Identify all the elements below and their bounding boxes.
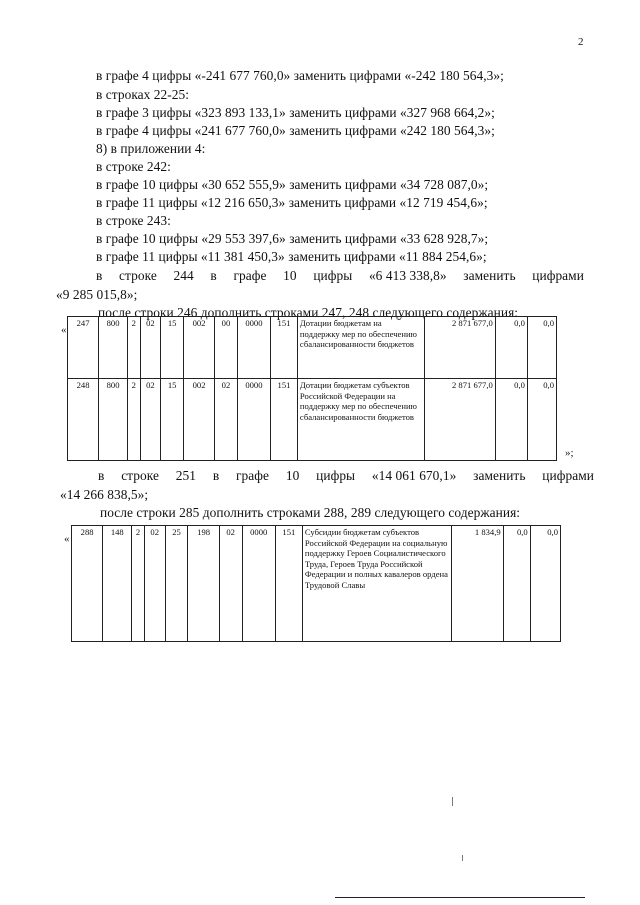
table-intro: после строки 246 дополнить строками 247, 248 следующего содержания:: [98, 305, 519, 320]
scan-speck: [452, 797, 453, 806]
text-line: в строке 242:: [96, 159, 171, 174]
text-line: 8) в приложении 4:: [96, 141, 206, 156]
table-row: 288 148 2 02 25 198 02 0000 151 Субсидии бюджетам субъектов Российской Федерации на социальную поддержку Героев Социалистического Труда, Героев Труда Российской Федерации и полных кавалеров ордена Трудовой Славы 1 834,9 0,0 0,0: [72, 526, 561, 642]
text-line: в строках 22-25:: [96, 87, 190, 102]
data-table-1: [67, 316, 557, 461]
text-line: в графе 11 цифры «12 216 650,3» заменить цифрами «12 719 454,6»;: [96, 195, 488, 210]
justified-line: в строке 251 в графе 10 цифры «14 061 670,1» заменить цифрами: [98, 468, 594, 483]
justified-line: в строке 244 в графе 10 цифры «6 413 338,8» заменить цифрами: [96, 268, 584, 283]
open-quote: «: [64, 533, 70, 545]
text-line: в графе 11 цифры «11 381 450,3» заменить цифрами «11 884 254,6»;: [96, 249, 487, 264]
table-intro: после строки 285 дополнить строками 288, 289 следующего содержания:: [100, 505, 521, 520]
text-line: в графе 10 цифры «30 652 555,9» заменить цифрами «34 728 087,0»;: [96, 177, 489, 192]
footer-rule: [335, 897, 585, 898]
close-quote: »;: [565, 447, 574, 459]
text-line: в графе 3 цифры «323 893 133,1» заменить цифрами «327 968 664,2»;: [96, 105, 495, 120]
open-quote: «: [61, 324, 67, 336]
text-line: в графе 10 цифры «29 553 397,6» заменить цифрами «33 628 928,7»;: [96, 231, 489, 246]
text-line: «14 266 838,5»;: [60, 487, 149, 502]
text-line: в графе 4 цифры «241 677 760,0» заменить цифрами «242 180 564,3»;: [96, 123, 495, 138]
table-row: 248 800 2 02 15 002 02 0000 151 Дотации бюджетам субъектов Российской Федерации на поддержку мер по обеспечению сбалансированности бюджетов 2 871 677,0 0,0 0,0: [68, 379, 557, 461]
text-line: в строке 243:: [96, 213, 171, 228]
data-table-2: [71, 525, 561, 642]
scan-speck: [462, 855, 463, 861]
table-row: 247 800 2 02 15 002 00 0000 151 Дотации бюджетам на поддержку мер по обеспечению сбалансированности бюджетов 2 871 677,0 0,0 0,0: [68, 317, 557, 379]
page-number: 2: [578, 36, 584, 48]
text-line: «9 285 015,8»;: [56, 287, 138, 302]
text-line: в графе 4 цифры «-241 677 760,0» заменить цифрами «-242 180 564,3»;: [96, 68, 504, 83]
